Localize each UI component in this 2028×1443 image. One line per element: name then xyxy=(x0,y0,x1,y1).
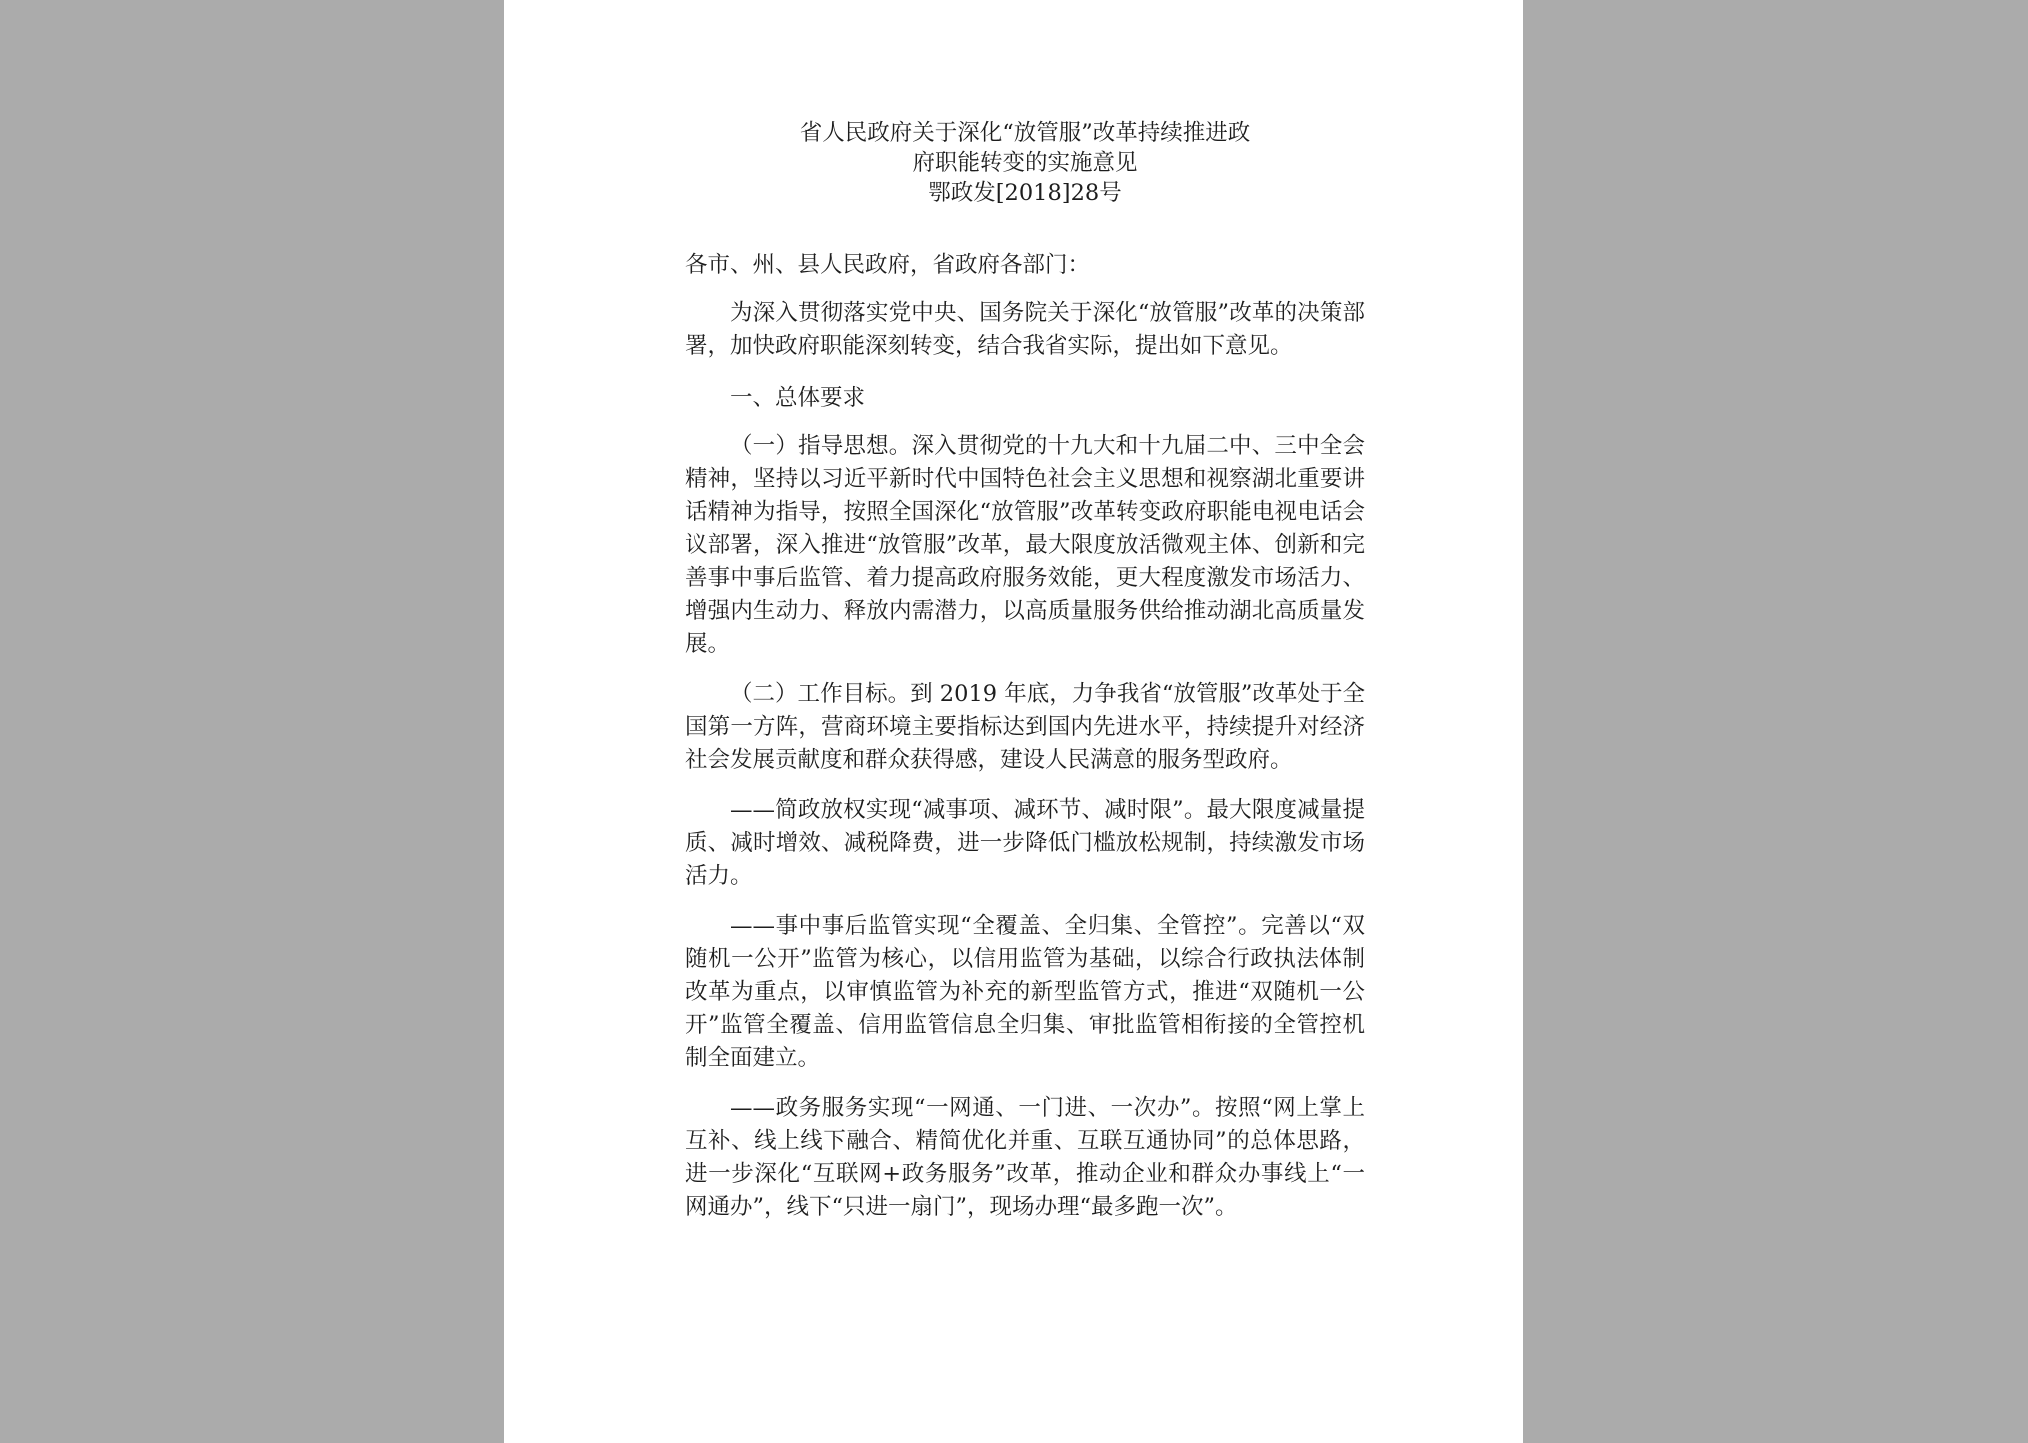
paragraph-supervision: ——事中事后监管实现“全覆盖、全归集、全管控”。完善以“双随机一公开”监管为核心，以信用监管为基础，以综合行政执法体制改革为重点，以审慎监管为补充的新型监管方式，推进“双随机一公开”监管全覆盖、信用监管信息全归集、审批监管相衔接的全管控机制全面建立。 xyxy=(685,913,1365,1071)
document-body xyxy=(685,118,1365,1224)
salutation: 各市、州、县人民政府，省政府各部门： xyxy=(685,252,1091,278)
paragraph-work-goals: （二）工作目标。到 2019 年底，力争我省“放管服”改革处于全国第一方阵，营商环境主要指标达到国内先进水平，持续提升对经济社会发展贡献度和群众获得感，建设人民满意的服务型政府。 xyxy=(685,681,1365,773)
document-page xyxy=(504,0,1523,1443)
paragraph-simplify-administration: ——简政放权实现“减事项、减环节、减时限”。最大限度减量提质、减时增效、减税降费，进一步降低门槛放松规制，持续激发市场活力。 xyxy=(685,797,1365,889)
title-line-1: 省人民政府关于深化“放管服”改革持续推进政 xyxy=(799,120,1251,146)
intro-paragraph: 为深入贯彻落实党中央、国务院关于深化“放管服”改革的决策部署，加快政府职能深刻转变，结合我省实际，提出如下意见。 xyxy=(685,300,1365,359)
paragraph-government-services: ——政务服务实现“一网通、一门进、一次办”。按照“网上掌上互补、线上线下融合、精简优化并重、互联互通协同”的总体思路，进一步深化“互联网+政务服务”改革，推动企业和群众办事线上“一网通办”，线下“只进一扇门”，现场办理“最多跑一次”。 xyxy=(685,1095,1365,1220)
paragraph-guiding-thought: （一）指导思想。深入贯彻党的十九大和十九届二中、三中全会精神，坚持以习近平新时代中国特色社会主义思想和视察湖北重要讲话精神为指导，按照全国深化“放管服”改革转变政府职能电视电话会议部署，深入推进“放管服”改革，最大限度放活微观主体、创新和完善事中事后监管、着力提高政府服务效能，更大程度激发市场活力、增强内生动力、释放内需潜力，以高质量服务供给推动湖北高质量发展。 xyxy=(685,433,1365,657)
section-heading-general-requirements: 一、总体要求 xyxy=(730,385,866,411)
document-number: 鄂政发[2018]28号 xyxy=(928,180,1122,206)
title-line-2: 府职能转变的实施意见 xyxy=(912,150,1138,176)
document-title xyxy=(685,118,1365,208)
